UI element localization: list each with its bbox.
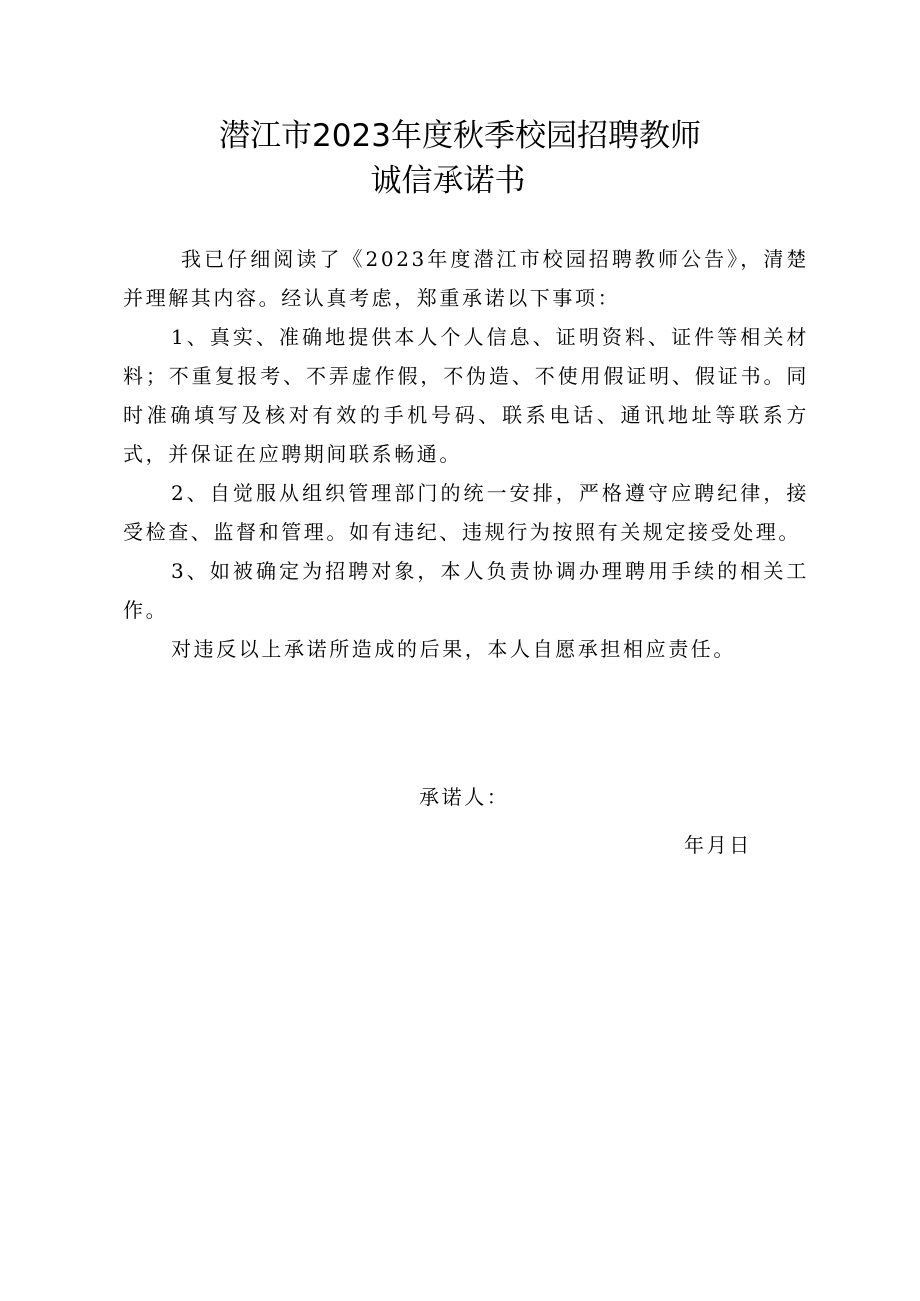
date-label: 年月日	[684, 833, 752, 857]
pledge-item-1: 1、真实、准确地提供本人个人信息、证明资料、证件等相关材料；不重复报考、不弄虚作假，不伪造、不使用假证明、假证书。同时准确填写及核对有效的手机号码、联系电话、通讯地址等联系方式，并保证在应聘期间联系畅通。	[123, 325, 809, 466]
pledge-item-3: 3、如被确定为招聘对象，本人负责协调办理聘用手续的相关工作。	[123, 559, 809, 622]
document-title-line-1: 潜江市2023年度秋季校园招聘教师	[219, 118, 701, 154]
signer-label: 承诺人：	[419, 785, 510, 809]
document-body	[123, 240, 809, 669]
intro-paragraph: 我已仔细阅读了《2023年度潜江市校园招聘教师公告》，清楚并理解其内容。经认真考虑，郑重承诺以下事项：	[123, 247, 809, 310]
document-title-line-2: 诚信承诺书	[370, 163, 526, 199]
closing-paragraph: 对违反以上承诺所造成的后果，本人自愿承担相应责任。	[171, 637, 736, 661]
pledge-item-2: 2、自觉服从组织管理部门的统一安排，严格遵守应聘纪律，接受检查、监督和管理。如有违纪、违规行为按照有关规定接受处理。	[123, 481, 809, 544]
